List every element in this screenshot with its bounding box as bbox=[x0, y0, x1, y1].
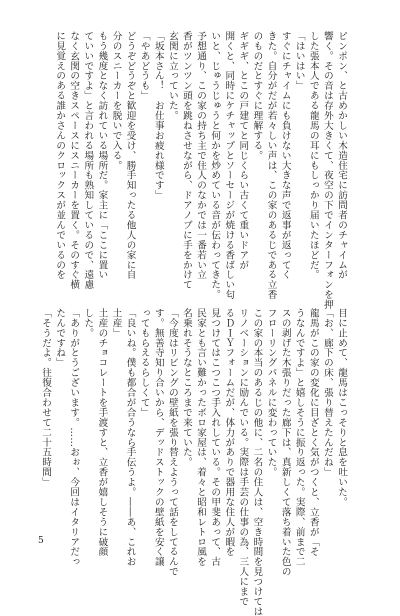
text-line: フローリングパネルに変わっていた。 bbox=[265, 308, 277, 478]
text-line: ギギギ、とこの戸建てと同じくらい古くて重いドアが bbox=[237, 31, 249, 270]
text-line: 「坂本さん！ お仕事お疲れ様です」 bbox=[152, 31, 164, 201]
text-line: すぐにチャイムにも負けない大きな声で返事が返ってく bbox=[279, 31, 291, 280]
text-line: 香がツンツン頭を跳ねさせながら、ドアノブに手をかけて bbox=[180, 31, 192, 290]
text-line: 玄関に立っていた。 bbox=[166, 31, 178, 121]
text-line: 土産」 bbox=[110, 308, 122, 338]
text-line: ていいですよ」と言われる場所も熟知しているので、遠慮 bbox=[82, 31, 94, 290]
text-block-top bbox=[50, 31, 348, 310]
text-line: 「ありがとうございます。……おぉ、今回はイタリアだっ bbox=[68, 308, 80, 567]
text-line: 「やあどうも」 bbox=[138, 31, 150, 101]
text-line: した張本人である龍馬の耳にもしっかり届いたほどだ。 bbox=[307, 31, 319, 280]
text-line: 「今度はリビングの壁紙を張り替えようって話をしてるんで bbox=[166, 308, 178, 577]
text-line: いと、じゅうじゅうと何かを炒めている音が伝わってきた。 bbox=[209, 31, 221, 300]
text-line: に見覚えのある誰かさんのクロックスが並んでいるのを bbox=[54, 31, 66, 280]
text-line: 開くと、同時にケチャップとソーセージが焼ける香ばしい匂 bbox=[223, 31, 235, 300]
text-line: 土産のチョコレートを手渡すと、立香が嬉しそうに破顔 bbox=[96, 308, 108, 557]
text-line: 「良いね。僕も都合が合うなら手伝うよ。――あ、これお bbox=[124, 308, 136, 567]
text-line: 見つけてはこつこつ手入れしている。その甲斐あって、古 bbox=[209, 308, 221, 567]
text-line: 民家とも言い難かったボロ家屋は、着々と昭和レトロ風を bbox=[195, 308, 207, 567]
text-line: 「そうだよ。往復合わせて二十五時間」 bbox=[40, 308, 52, 488]
text-line: した。 bbox=[82, 308, 94, 338]
text-line: うなんですよ」と嬉しそうに振り返った。実際、前まで二 bbox=[293, 308, 305, 567]
text-line: どうぞどうぞと歓迎を受け、勝手知ったる他人の家に自 bbox=[124, 31, 136, 280]
text-line: ってもらえるらしくて」 bbox=[138, 308, 150, 418]
text-line: きた。自分がだが若々しい声は、この家のあるじである立香 bbox=[265, 31, 277, 300]
text-block-bottom bbox=[40, 308, 348, 616]
text-line: 龍馬がこの家の変化に目ざとく気がつくと、立香が「そ bbox=[307, 308, 319, 557]
text-line: のものだとすぐに理解する。 bbox=[251, 31, 263, 161]
text-line: リノベーションに励んでいる。実際は手芸の仕事の為、三人にまで bbox=[237, 308, 249, 607]
text-line: もう幾度となく訪れている場所だ。家主に「ここに置い bbox=[96, 31, 108, 280]
text-line: す。無善寺知り合いから、デッドストックの壁紙を安く譲 bbox=[152, 308, 164, 567]
text-line: 名乗れそうなところまで来ていた。 bbox=[180, 308, 192, 468]
text-line: 目に止めて、龍馬はこっそりと息を吐いた。 bbox=[336, 308, 347, 507]
text-line: この家の本当のあるじの他に、二名の住人は、空き時間を見つけては bbox=[251, 308, 263, 616]
text-line: 響く。その音は存外大きくて、夜空の下でインターフォンを押 bbox=[321, 31, 333, 310]
text-line: 予想通り、この家の持ち主で住人のなかでは一番若い立 bbox=[195, 31, 207, 280]
text-line: 分のスニーカーを脱いで入る。 bbox=[110, 31, 122, 171]
text-line: なく玄関の空きスペースにスニーカーを置く。そのすぐ横 bbox=[68, 31, 80, 290]
text-line: 「お、廊下の床、張り替えたんだね」 bbox=[321, 308, 333, 478]
text-line: たんですね」 bbox=[54, 308, 66, 368]
text-line: ピンポン、と古めかしい木造住宅に訪問者のチャイムが bbox=[336, 31, 347, 280]
text-line: スの剥げた木張りだった廊下は、真新しくて落ち着いた色の bbox=[279, 308, 291, 577]
text-line: 「はいはい」 bbox=[293, 31, 305, 91]
page-number: 5 bbox=[38, 536, 44, 546]
text-line: るＤＩＹフォームだが、体力がありで器用な住人が暇を bbox=[223, 308, 235, 557]
